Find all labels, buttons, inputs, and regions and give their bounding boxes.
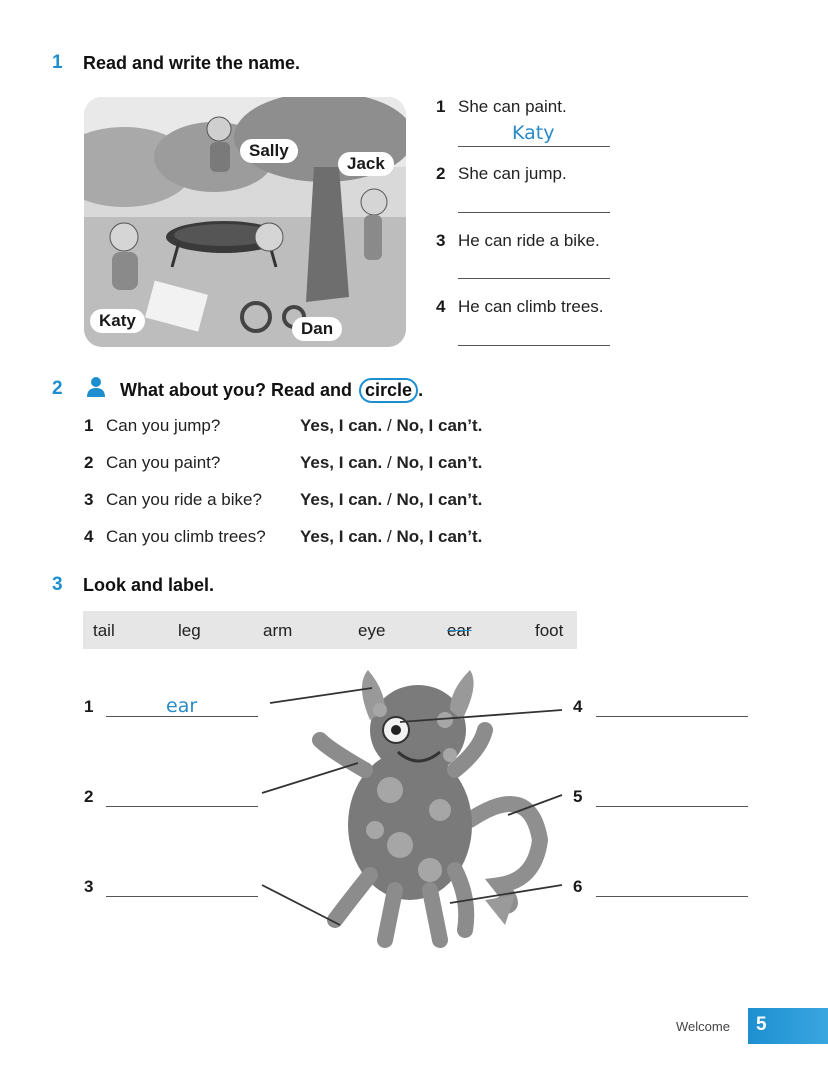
answer-line[interactable] [458,345,610,346]
item-sentence: He can climb trees. [458,297,604,316]
option-separator: / [386,416,392,435]
item-number: 4 [436,297,446,316]
word-bank [83,611,577,649]
question: Can you paint? [106,453,221,472]
page-number: 5 [756,1014,767,1035]
option-no[interactable]: No, I can’t. [396,490,483,509]
exercise-3-number: 3 [52,574,63,595]
exercise-1-number: 1 [52,52,63,73]
item-number: 1 [436,97,446,116]
option-yes[interactable]: Yes, I can. [300,453,383,472]
option-no[interactable]: No, I can’t. [396,453,483,472]
item-number: 4 [84,527,94,546]
word-bank-item-crossed: ear [447,621,472,640]
exercise-1-title: Read and write the name. [83,53,301,73]
answer-line[interactable] [596,716,748,717]
answer-line[interactable] [106,716,258,717]
option-yes[interactable]: Yes, I can. [300,490,383,509]
label-number: 3 [84,877,94,896]
option-separator: / [386,453,392,472]
exercise-2-title [120,378,423,403]
label-number: 4 [573,697,583,716]
item-number: 2 [84,453,94,472]
option-separator: / [386,527,392,546]
answer-line[interactable] [458,212,610,213]
monster-illustration [0,660,828,960]
item-number: 3 [436,231,446,250]
page-number-tab [748,1008,828,1044]
item-sentence: She can jump. [458,164,567,183]
option-no[interactable]: No, I can’t. [396,416,483,435]
name-tag-jack: Jack [338,152,394,176]
word-bank-item: foot [535,621,564,640]
answer-line[interactable] [106,806,258,807]
word-bank-item: tail [93,621,115,640]
exercise-2-number: 2 [52,378,63,399]
item-sentence: He can ride a bike. [458,231,600,250]
name-tag-dan: Dan [292,317,342,341]
label-number: 1 [84,697,94,716]
answer-handwriting: ear [166,695,198,717]
exercise-2-title-end: . [418,380,424,400]
exercise-2-title-text: What about you? Read and [120,380,352,400]
answer-line[interactable] [596,806,748,807]
option-yes[interactable]: Yes, I can. [300,416,383,435]
item-sentence: She can paint. [458,97,567,116]
item-number: 1 [84,416,94,435]
answer-line[interactable] [458,146,610,147]
word-bank-item: leg [178,621,201,640]
exercise-3-title: Look and label. [83,575,215,595]
question: Can you climb trees? [106,527,266,546]
option-separator: / [386,490,392,509]
answer-options [300,490,482,510]
footer-section-name: Welcome [676,1019,730,1034]
label-number: 5 [573,787,583,806]
answer-options [300,453,482,473]
label-number: 6 [573,877,583,896]
answer-line[interactable] [106,896,258,897]
option-yes[interactable]: Yes, I can. [300,527,383,546]
person-icon [86,376,106,403]
label-number: 2 [84,787,94,806]
answer-options [300,527,482,547]
word-bank-item: eye [358,621,386,640]
name-tag-sally: Sally [240,139,298,163]
answer-line[interactable] [458,278,610,279]
question: Can you ride a bike? [106,490,262,509]
word-bank-item: arm [263,621,293,640]
answer-options [300,416,482,436]
item-number: 2 [436,164,446,183]
answer-handwriting: Katy [512,122,555,144]
name-tag-katy: Katy [90,309,145,333]
option-no[interactable]: No, I can’t. [396,527,483,546]
question: Can you jump? [106,416,221,435]
park-illustration [84,97,406,347]
circle-word: circle [359,378,418,403]
item-number: 3 [84,490,94,509]
answer-line[interactable] [596,896,748,897]
